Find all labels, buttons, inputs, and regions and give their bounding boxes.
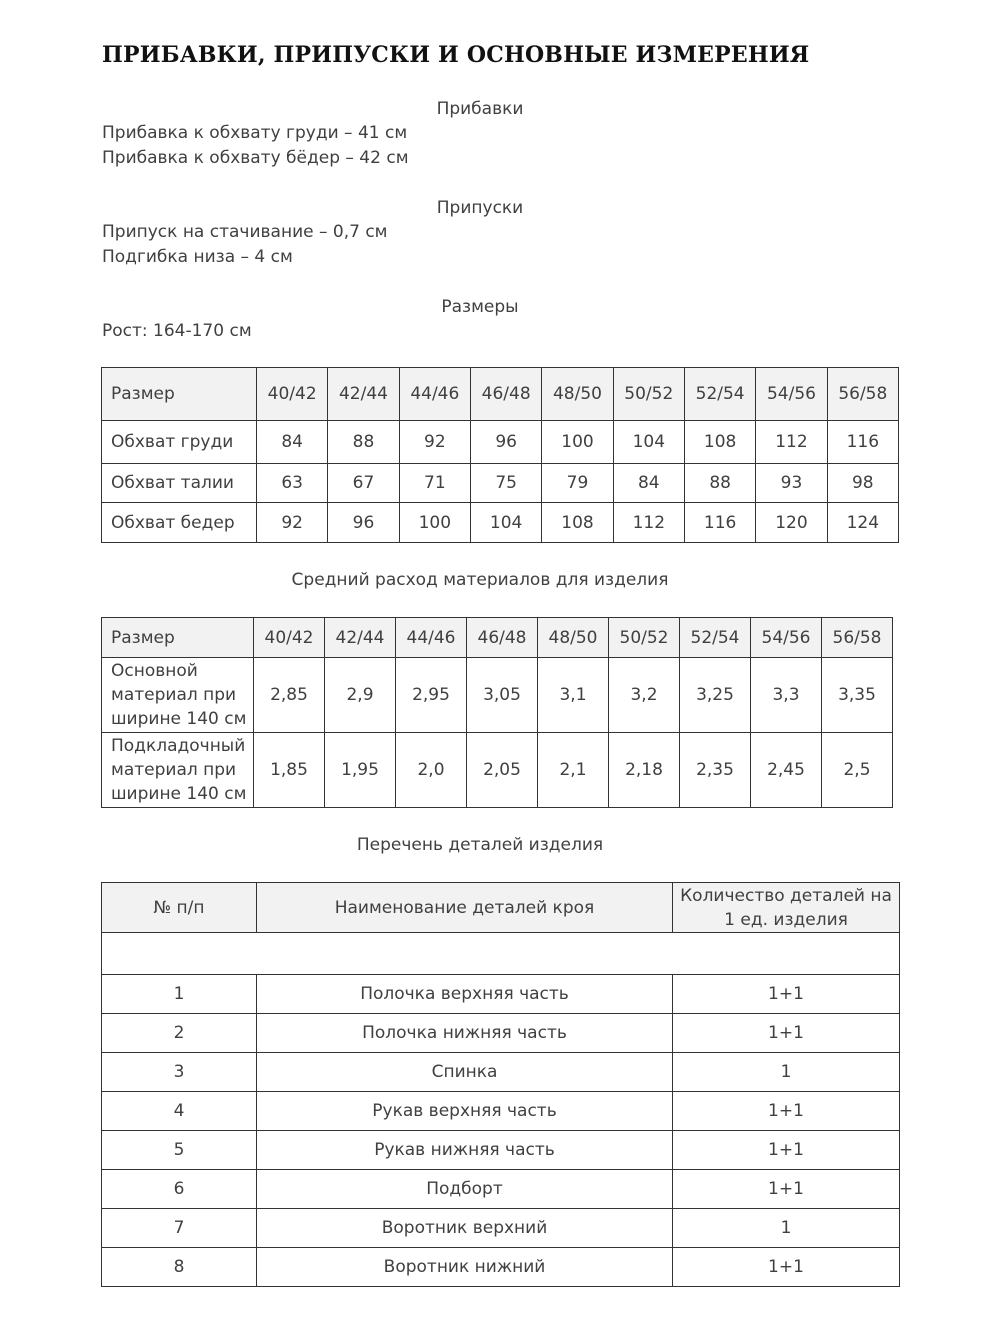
measure-value: 92 [257,503,328,543]
parts-header-qty-line: 1 ед. изделия [724,909,848,930]
parts-header-qty [673,883,900,933]
part-name: Рукав верхняя часть [257,1092,673,1131]
material-value: 1,95 [325,733,396,808]
part-num: 5 [102,1131,257,1170]
measure-value: 88 [328,421,399,464]
part-name: Воротник нижний [257,1248,673,1287]
material-value: 3,1 [538,658,609,733]
measure-value: 116 [684,503,755,543]
material-value: 2,45 [751,733,822,808]
size-column-header: 52/54 [680,618,751,658]
material-label-line: Подкладочный [111,736,246,756]
part-name: Рукав нижняя часть [257,1131,673,1170]
table-row [102,464,899,503]
material-label-line: ширине 140 см [111,709,247,729]
measure-value: 112 [756,421,827,464]
materials-table [101,617,893,808]
table-row [102,1131,900,1170]
material-value: 2,35 [680,733,751,808]
measure-value: 93 [756,464,827,503]
sizes-header-row [102,368,899,421]
measure-value: 124 [827,503,898,543]
addition-chest-line: Прибавка к обхвату груди – 41 см [102,123,408,143]
measure-value: 96 [328,503,399,543]
measure-label: Обхват бедер [102,503,257,543]
size-column-header: 42/44 [328,368,399,421]
size-column-header: 54/56 [756,368,827,421]
material-value: 2,5 [822,733,893,808]
measure-value: 112 [613,503,684,543]
measure-value: 79 [542,464,613,503]
material-value: 2,1 [538,733,609,808]
size-column-header: 44/46 [396,618,467,658]
material-label-line: ширине 140 см [111,784,247,804]
size-column-header: 42/44 [325,618,396,658]
part-name: Полочка верхняя часть [257,975,673,1014]
material-value: 2,85 [254,658,325,733]
size-column-header: 56/58 [827,368,898,421]
addition-hips-line: Прибавка к обхвату бёдер – 42 см [102,148,409,168]
part-qty: 1+1 [673,1131,900,1170]
measure-value: 96 [470,421,541,464]
part-qty: 1+1 [673,1014,900,1053]
part-qty: 1 [673,1209,900,1248]
part-num: 6 [102,1170,257,1209]
table-row [102,1209,900,1248]
measure-value: 104 [470,503,541,543]
part-name: Воротник верхний [257,1209,673,1248]
measure-value: 100 [542,421,613,464]
measure-value: 88 [684,464,755,503]
part-num: 7 [102,1209,257,1248]
parts-heading: Перечень деталей изделия [356,835,604,855]
size-column-header: 48/50 [538,618,609,658]
parts-header-name: Наименование деталей кроя [257,883,673,933]
table-row [102,1248,900,1287]
part-num: 8 [102,1248,257,1287]
table-row [102,1170,900,1209]
material-value: 2,95 [396,658,467,733]
measure-value: 71 [399,464,470,503]
material-value: 3,3 [751,658,822,733]
allowance-hem-line: Подгибка низа – 4 см [102,247,293,267]
material-value: 3,35 [822,658,893,733]
sizes-header-label: Размер [102,368,257,421]
measure-value: 104 [613,421,684,464]
size-column-header: 48/50 [542,368,613,421]
size-column-header: 40/42 [257,368,328,421]
part-qty: 1+1 [673,1248,900,1287]
measure-value: 120 [756,503,827,543]
measure-value: 108 [542,503,613,543]
parts-header-num: № п/п [102,883,257,933]
measure-value: 116 [827,421,898,464]
allowances-heading: Припуски [436,198,524,218]
material-label [102,733,254,808]
size-column-header: 44/46 [399,368,470,421]
measure-value: 84 [613,464,684,503]
parts-header-qty-line: Количество деталей на [680,885,892,906]
part-name: Подборт [257,1170,673,1209]
page-title: ПРИБАВКИ, ПРИПУСКИ И ОСНОВНЫЕ ИЗМЕРЕНИЯ [102,42,810,68]
material-label [102,658,254,733]
size-column-header: 54/56 [751,618,822,658]
table-row [102,1053,900,1092]
measure-value: 92 [399,421,470,464]
table-row [102,733,893,808]
measure-value: 108 [684,421,755,464]
height-line: Рост: 164-170 см [102,321,252,341]
measure-label: Обхват груди [102,421,257,464]
material-label-line: Основной [111,661,198,681]
additions-heading: Прибавки [436,99,524,119]
materials-header-label: Размер [102,618,254,658]
part-qty: 1+1 [673,1092,900,1131]
material-label-line: материал при [111,685,237,705]
materials-heading: Средний расход материалов для изделия [291,570,669,590]
size-column-header: 50/52 [609,618,680,658]
part-num: 2 [102,1014,257,1053]
part-qty: 1 [673,1053,900,1092]
material-value: 2,05 [467,733,538,808]
material-value: 3,05 [467,658,538,733]
material-value: 3,25 [680,658,751,733]
size-column-header: 46/48 [467,618,538,658]
measure-value: 63 [257,464,328,503]
parts-spacer-cell [102,933,900,975]
size-column-header: 56/58 [822,618,893,658]
part-name: Полочка нижняя часть [257,1014,673,1053]
part-name: Спинка [257,1053,673,1092]
measure-value: 75 [470,464,541,503]
sizes-table [101,367,899,543]
table-row [102,1092,900,1131]
part-num: 3 [102,1053,257,1092]
materials-header-row [102,618,893,658]
sizes-heading: Размеры [441,297,519,317]
part-qty: 1+1 [673,1170,900,1209]
material-value: 3,2 [609,658,680,733]
table-row [102,658,893,733]
measure-value: 84 [257,421,328,464]
material-value: 2,18 [609,733,680,808]
material-value: 2,9 [325,658,396,733]
measure-value: 100 [399,503,470,543]
part-num: 1 [102,975,257,1014]
parts-spacer-row [102,933,900,975]
measure-label: Обхват талии [102,464,257,503]
size-column-header: 40/42 [254,618,325,658]
table-row [102,503,899,543]
material-value: 2,0 [396,733,467,808]
measure-value: 67 [328,464,399,503]
size-column-header: 46/48 [470,368,541,421]
parts-header-row [102,883,900,933]
size-column-header: 50/52 [613,368,684,421]
size-column-header: 52/54 [684,368,755,421]
table-row [102,1014,900,1053]
table-row [102,421,899,464]
material-label-line: материал при [111,760,237,780]
parts-table [101,882,900,1287]
material-value: 1,85 [254,733,325,808]
part-qty: 1+1 [673,975,900,1014]
allowance-seam-line: Припуск на стачивание – 0,7 см [102,222,388,242]
part-num: 4 [102,1092,257,1131]
table-row [102,975,900,1014]
measure-value: 98 [827,464,898,503]
